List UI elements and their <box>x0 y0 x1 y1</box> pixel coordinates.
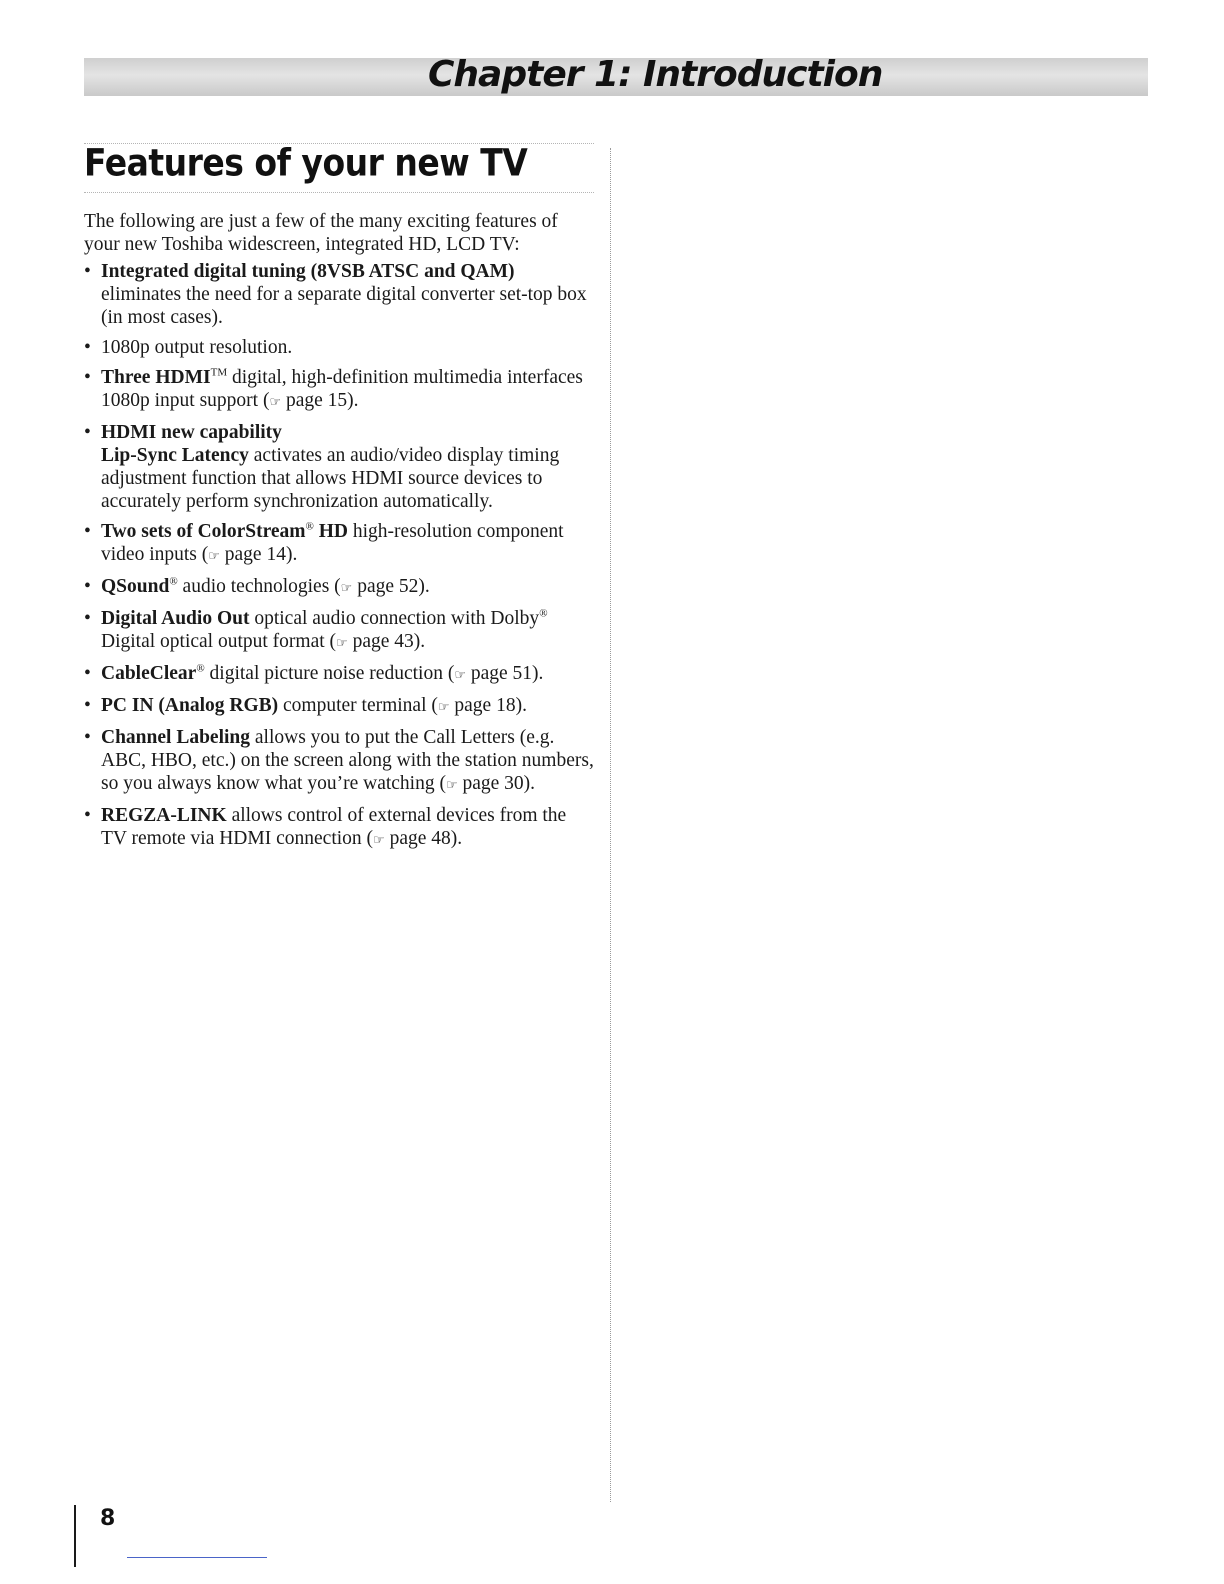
bullet: • <box>84 367 91 388</box>
feature-item <box>84 336 594 359</box>
bullet: • <box>84 727 91 748</box>
column-divider <box>610 148 611 1502</box>
bullet: • <box>84 337 91 358</box>
feature-title-suffix: HD <box>313 521 349 542</box>
trademark-mark: TM <box>210 366 228 379</box>
intro-paragraph: The following are just a few of the many exciting features of your new Toshiba widescreen, integrated HD, LCD TV: <box>84 211 558 255</box>
feature-title: PC IN (Analog RGB) <box>101 695 279 716</box>
registered-mark: ® <box>539 607 548 620</box>
feature-item <box>84 575 594 600</box>
feature-text: digital picture noise reduction ( <box>204 663 455 684</box>
registered-mark: ® <box>196 662 205 675</box>
page-reference: page 43). <box>347 631 426 652</box>
feature-text: audio technologies ( <box>177 576 341 597</box>
page-reference-icon: ☞ <box>269 395 282 410</box>
feature-text: computer terminal ( <box>278 695 438 716</box>
feature-text: allows control of external devices from the TV remote via HDMI connection ( <box>101 805 567 849</box>
page-reference: page 18). <box>449 695 527 716</box>
feature-item <box>84 804 594 852</box>
page-reference-icon: ☞ <box>454 668 466 683</box>
page-reference: page 52). <box>352 576 430 597</box>
bullet: • <box>84 261 91 282</box>
feature-list <box>84 260 594 852</box>
feature-title: Integrated digital tuning (8VSB ATSC and QAM) <box>101 261 515 282</box>
bullet: • <box>84 422 91 443</box>
feature-title: REGZA-LINK <box>101 805 227 826</box>
feature-title: Two sets of ColorStream <box>101 521 306 542</box>
feature-item <box>84 421 594 513</box>
page-reference: page 14). <box>219 544 298 565</box>
page-reference-icon: ☞ <box>340 581 353 596</box>
feature-item <box>84 694 594 719</box>
feature-title: Three HDMI <box>101 367 211 388</box>
feature-text: digital, high-definition multimedia interfaces 1080p input support ( <box>101 367 583 411</box>
bullet: • <box>84 521 91 542</box>
page-reference-icon: ☞ <box>208 549 220 564</box>
feature-text: activates an audio/video display timing adjustment function that allows HDMI source devices to accurately perform synchronization automatically. <box>101 445 560 512</box>
feature-text: high-resolution component video inputs ( <box>101 521 564 565</box>
bullet: • <box>84 663 91 684</box>
page-reference: page 30). <box>457 773 536 794</box>
feature-item <box>84 366 594 414</box>
main-column <box>84 210 594 859</box>
feature-text: eliminates the need for a separate digital converter set-top box (in most cases). <box>101 284 587 328</box>
bullet: • <box>84 608 91 629</box>
page-reference-icon: ☞ <box>373 833 385 848</box>
page-reference: page 48). <box>384 828 463 849</box>
page-reference: page 15). <box>281 390 359 411</box>
chapter-title: Chapter 1: Introduction <box>428 54 883 95</box>
feature-item <box>84 520 594 568</box>
feature-title: CableClear <box>101 663 197 684</box>
page-reference-icon: ☞ <box>336 636 348 651</box>
section-heading: Features of your new TV <box>84 141 528 185</box>
feature-text: allows you to put the Call Letters (e.g. ABC, HBO, etc.) on the screen along with the station numbers, so you always know what you’re watching ( <box>101 727 594 794</box>
feature-item <box>84 607 594 655</box>
page-number: 8 <box>100 1506 116 1531</box>
page-margin-bar <box>74 1505 76 1567</box>
heading-rule-bottom <box>84 192 594 193</box>
feature-title: HDMI new capability <box>101 422 282 443</box>
feature-title: Digital Audio Out <box>101 608 250 629</box>
feature-text-continued: Digital optical output format ( <box>101 631 337 652</box>
page-reference: page 51). <box>465 663 544 684</box>
page-reference-icon: ☞ <box>445 778 458 793</box>
feature-item <box>84 662 594 687</box>
registered-mark: ® <box>305 520 314 533</box>
feature-item <box>84 260 594 329</box>
page-reference-icon: ☞ <box>437 700 450 715</box>
bullet: • <box>84 805 91 826</box>
feature-text: 1080p output resolution. <box>101 337 293 358</box>
bullet: • <box>84 695 91 716</box>
footer-rule <box>127 1557 267 1558</box>
bullet: • <box>84 576 91 597</box>
feature-subtitle: Lip-Sync Latency <box>101 445 249 466</box>
feature-title: QSound <box>101 576 170 597</box>
registered-mark: ® <box>169 575 178 588</box>
feature-item <box>84 726 594 797</box>
feature-text: optical audio connection with Dolby <box>249 608 540 629</box>
feature-title: Channel Labeling <box>101 727 251 748</box>
